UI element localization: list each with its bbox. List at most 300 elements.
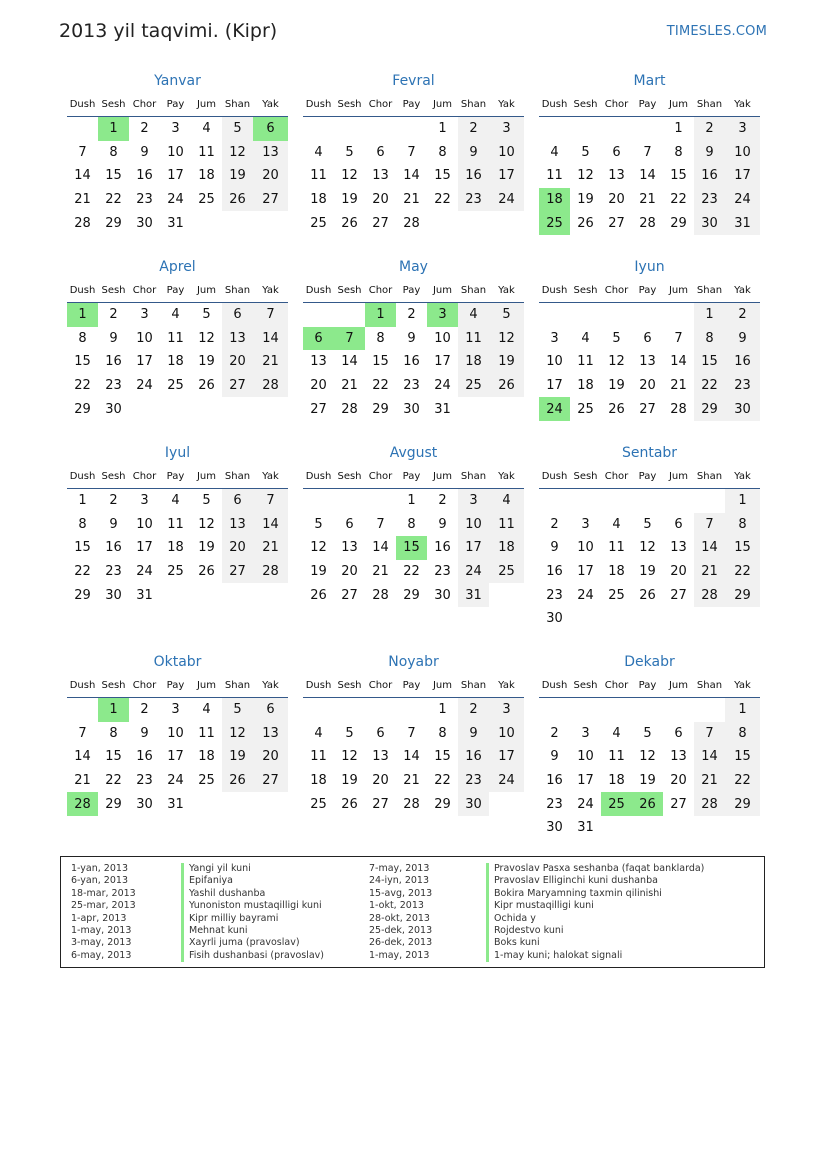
day-cell: 5: [202, 307, 211, 323]
empty-cell: [539, 303, 570, 327]
month-name: Mart: [633, 73, 666, 89]
holiday-day-cell: 24: [539, 397, 570, 421]
empty-cell: [663, 698, 694, 722]
day-cell: 22: [434, 773, 451, 789]
day-cell: 21: [74, 773, 91, 789]
day-cell: 12: [341, 749, 358, 765]
day-cell: 3: [581, 516, 590, 532]
day-cell: 2: [458, 117, 489, 141]
day-cell: 18: [167, 540, 184, 556]
day-cell: 27: [253, 188, 288, 212]
day-cell: 21: [253, 350, 288, 374]
day-cell: 10: [489, 722, 524, 746]
day-cell: 5: [489, 303, 524, 327]
day-cell: 26: [198, 564, 215, 580]
day-cell: 18: [577, 378, 594, 394]
empty-cell: [334, 117, 365, 141]
empty-cell: [303, 489, 334, 513]
day-cell: 16: [546, 773, 563, 789]
day-cell: 27: [372, 215, 389, 231]
day-cell: 24: [489, 188, 524, 212]
day-cell: 4: [171, 493, 180, 509]
empty-cell: [694, 698, 725, 722]
day-cell: 3: [550, 330, 559, 346]
day-cell: 14: [253, 513, 288, 537]
day-cell: 15: [434, 749, 451, 765]
day-cell: 6: [376, 725, 385, 741]
day-cell: 20: [222, 350, 253, 374]
day-cell: 23: [458, 769, 489, 793]
day-cell: 11: [608, 540, 625, 556]
day-cell: 1: [438, 702, 447, 718]
day-cell: 12: [222, 141, 253, 165]
day-cell: 30: [546, 820, 563, 836]
day-cell: 5: [314, 516, 323, 532]
day-cell: 13: [253, 141, 288, 165]
day-cell: 29: [372, 401, 389, 417]
day-cell: 17: [167, 749, 184, 765]
month-dekabr: [539, 651, 760, 840]
day-cell: 13: [222, 327, 253, 351]
day-cell: 18: [310, 773, 327, 789]
day-cell: 8: [376, 330, 385, 346]
weekday-label: Chor: [604, 470, 629, 482]
day-grid: [539, 303, 760, 421]
day-cell: 7: [643, 144, 652, 160]
day-cell: 20: [222, 536, 253, 560]
day-cell: 14: [403, 749, 420, 765]
day-cell: 15: [434, 168, 451, 184]
legend-holiday-name: Yashil dushanba: [181, 888, 265, 900]
legend-date: 1-yan, 2013: [71, 863, 128, 874]
day-cell: 14: [372, 540, 389, 556]
holiday-day-cell: 28: [67, 792, 98, 816]
day-cell: 5: [643, 725, 652, 741]
day-cell: 27: [608, 215, 625, 231]
day-cell: 4: [489, 489, 524, 513]
legend-holiday-name: Boks kuni: [486, 937, 540, 949]
day-cell: 5: [202, 493, 211, 509]
day-cell: 26: [341, 796, 358, 812]
month-name: Fevral: [392, 73, 435, 89]
empty-cell: [539, 117, 570, 141]
day-cell: 29: [694, 397, 725, 421]
weekday-header: [539, 92, 760, 117]
month-noyabr: [303, 651, 524, 816]
empty-cell: [632, 698, 663, 722]
day-cell: 7: [694, 722, 725, 746]
day-cell: 31: [458, 583, 489, 607]
day-cell: 19: [639, 773, 656, 789]
day-cell: 11: [608, 749, 625, 765]
day-cell: 24: [167, 192, 184, 208]
day-cell: 1: [78, 493, 87, 509]
weekday-label: Sesh: [573, 98, 598, 110]
month-name: Iyun: [634, 259, 665, 275]
day-cell: 26: [222, 769, 253, 793]
day-cell: 9: [109, 516, 118, 532]
day-cell: 23: [105, 564, 122, 580]
day-cell: 19: [639, 564, 656, 580]
day-cell: 26: [222, 188, 253, 212]
day-cell: 2: [725, 303, 760, 327]
day-cell: 7: [78, 144, 87, 160]
day-cell: 25: [167, 564, 184, 580]
weekday-label: Jum: [196, 679, 217, 691]
day-cell: 9: [109, 330, 118, 346]
day-cell: 18: [310, 192, 327, 208]
empty-cell: [663, 489, 694, 513]
day-cell: 13: [372, 168, 389, 184]
day-cell: 8: [674, 144, 683, 160]
weekday-label: Shan: [696, 284, 723, 296]
weekday-label: Jum: [668, 284, 689, 296]
day-cell: 27: [253, 769, 288, 793]
day-cell: 22: [74, 378, 91, 394]
holiday-day-cell: 1: [365, 303, 396, 327]
weekday-label: Jum: [668, 679, 689, 691]
day-cell: 4: [202, 121, 211, 137]
day-cell: 22: [694, 374, 725, 398]
month-mart: [539, 70, 760, 235]
day-cell: 21: [341, 378, 358, 394]
day-cell: 10: [577, 749, 594, 765]
day-cell: 14: [341, 354, 358, 370]
weekday-label: Dush: [69, 98, 96, 110]
empty-cell: [334, 489, 365, 513]
day-cell: 17: [167, 168, 184, 184]
day-cell: 29: [105, 215, 122, 231]
weekday-label: Sesh: [337, 284, 362, 296]
day-cell: 16: [136, 168, 153, 184]
weekday-label: Shan: [696, 679, 723, 691]
day-grid: [67, 303, 288, 421]
day-cell: 16: [105, 354, 122, 370]
day-cell: 30: [725, 397, 760, 421]
legend-date: 25-mar, 2013: [71, 900, 136, 912]
day-cell: 16: [694, 164, 725, 188]
weekday-label: Sesh: [101, 470, 126, 482]
weekday-label: Pay: [638, 98, 657, 110]
day-cell: 12: [341, 168, 358, 184]
day-cell: 2: [109, 307, 118, 323]
day-cell: 25: [310, 215, 327, 231]
day-cell: 25: [310, 796, 327, 812]
day-cell: 23: [725, 374, 760, 398]
legend-holiday-name: Ochida y: [486, 913, 536, 925]
day-cell: 8: [694, 327, 725, 351]
month-aprel: [67, 256, 288, 421]
day-cell: 28: [694, 792, 725, 816]
day-cell: 1: [725, 698, 760, 722]
weekday-label: Shan: [696, 470, 723, 482]
day-cell: 11: [458, 327, 489, 351]
day-cell: 9: [438, 516, 447, 532]
weekday-label: Sesh: [573, 284, 598, 296]
day-cell: 11: [167, 330, 184, 346]
day-cell: 9: [140, 144, 149, 160]
day-cell: 4: [612, 516, 621, 532]
day-cell: 22: [403, 564, 420, 580]
day-cell: 6: [643, 330, 652, 346]
weekday-label: Sesh: [337, 470, 362, 482]
month-name: Oktabr: [153, 654, 202, 670]
day-cell: 25: [198, 773, 215, 789]
day-cell: 1: [438, 121, 447, 137]
legend-holiday-name: Rojdestvo kuni: [486, 925, 564, 937]
legend-date: 26-dek, 2013: [369, 937, 433, 949]
day-cell: 25: [167, 378, 184, 394]
day-cell: 16: [434, 540, 451, 556]
holiday-day-cell: 1: [98, 698, 129, 722]
day-cell: 30: [434, 587, 451, 603]
day-cell: 29: [74, 401, 91, 417]
day-cell: 5: [345, 144, 354, 160]
empty-cell: [539, 698, 570, 722]
day-cell: 6: [376, 144, 385, 160]
legend-holiday-name: 1-may kuni; halokat signali: [486, 950, 622, 962]
day-cell: 21: [403, 773, 420, 789]
empty-cell: [601, 303, 632, 327]
day-cell: 28: [639, 215, 656, 231]
day-cell: 21: [694, 560, 725, 584]
day-cell: 11: [577, 354, 594, 370]
holiday-day-cell: 7: [334, 327, 365, 351]
day-cell: 30: [105, 587, 122, 603]
weekday-label: Chor: [132, 284, 157, 296]
day-cell: 5: [643, 516, 652, 532]
day-cell: 30: [136, 215, 153, 231]
day-cell: 31: [167, 796, 184, 812]
day-cell: 28: [253, 374, 288, 398]
day-cell: 2: [109, 493, 118, 509]
day-cell: 8: [109, 725, 118, 741]
day-cell: 18: [608, 564, 625, 580]
day-cell: 8: [438, 144, 447, 160]
day-cell: 11: [489, 513, 524, 537]
holiday-legend: [60, 856, 765, 968]
day-cell: 6: [674, 725, 683, 741]
day-cell: 10: [434, 330, 451, 346]
weekday-header: [539, 464, 760, 489]
weekday-label: Sesh: [573, 679, 598, 691]
day-cell: 26: [489, 374, 524, 398]
day-cell: 4: [458, 303, 489, 327]
weekday-label: Shan: [460, 284, 487, 296]
legend-holiday-name: Epifaniya: [181, 875, 233, 887]
weekday-label: Yak: [498, 98, 515, 110]
weekday-label: Dush: [305, 98, 332, 110]
legend-holiday-name: Yangi yil kuni: [181, 863, 251, 875]
legend-date: 7-may, 2013: [369, 863, 430, 874]
empty-cell: [663, 303, 694, 327]
day-cell: 26: [341, 215, 358, 231]
day-cell: 31: [136, 587, 153, 603]
holiday-day-cell: 25: [601, 792, 632, 816]
day-cell: 14: [670, 354, 687, 370]
month-name: Yanvar: [154, 73, 201, 89]
legend-date: 18-mar, 2013: [71, 887, 136, 899]
day-cell: 7: [694, 513, 725, 537]
weekday-header: [67, 673, 288, 698]
day-cell: 16: [725, 350, 760, 374]
weekday-label: Yak: [734, 284, 751, 296]
day-cell: 28: [670, 401, 687, 417]
day-grid: [303, 117, 524, 235]
day-cell: 6: [612, 144, 621, 160]
month-fevral: [303, 70, 524, 235]
month-name: Iyul: [164, 445, 191, 461]
day-cell: 11: [198, 144, 215, 160]
weekday-label: Dush: [69, 679, 96, 691]
day-cell: 11: [546, 168, 563, 184]
day-cell: 19: [198, 540, 215, 556]
empty-cell: [570, 698, 601, 722]
weekday-label: Sesh: [101, 98, 126, 110]
day-cell: 19: [608, 378, 625, 394]
weekday-label: Dush: [305, 679, 332, 691]
weekday-label: Yak: [734, 98, 751, 110]
day-cell: 26: [198, 378, 215, 394]
day-cell: 22: [725, 560, 760, 584]
day-cell: 8: [725, 513, 760, 537]
month-sentabr: [539, 442, 760, 631]
empty-cell: [365, 489, 396, 513]
holiday-day-cell: 6: [303, 327, 334, 351]
day-cell: 13: [222, 513, 253, 537]
day-cell: 17: [136, 354, 153, 370]
holiday-day-cell: 26: [632, 792, 663, 816]
day-cell: 21: [639, 192, 656, 208]
day-cell: 27: [222, 374, 253, 398]
weekday-label: Pay: [402, 679, 421, 691]
weekday-label: Chor: [132, 470, 157, 482]
day-cell: 16: [546, 564, 563, 580]
day-cell: 25: [608, 587, 625, 603]
day-cell: 15: [372, 354, 389, 370]
day-cell: 12: [489, 327, 524, 351]
day-cell: 13: [341, 540, 358, 556]
day-cell: 25: [458, 374, 489, 398]
day-cell: 21: [253, 536, 288, 560]
day-cell: 13: [372, 749, 389, 765]
day-grid: [303, 698, 524, 816]
day-cell: 4: [171, 307, 180, 323]
empty-cell: [303, 117, 334, 141]
weekday-label: Dush: [305, 284, 332, 296]
brand-link[interactable]: TIMESLES.COM: [666, 24, 767, 39]
legend-date: 1-okt, 2013: [369, 900, 424, 912]
day-cell: 18: [458, 350, 489, 374]
weekday-label: Chor: [368, 679, 393, 691]
day-cell: 2: [140, 702, 149, 718]
legend-holiday-name: Fisih dushanbasi (pravoslav): [181, 950, 324, 962]
page-title: 2013 yil taqvimi. (Kipr): [59, 20, 278, 42]
day-grid: [67, 698, 288, 816]
legend-date: 25-dek, 2013: [369, 925, 433, 936]
weekday-label: Dush: [69, 284, 96, 296]
weekday-label: Yak: [498, 284, 515, 296]
day-cell: 11: [310, 749, 327, 765]
day-cell: 31: [167, 215, 184, 231]
day-cell: 8: [109, 144, 118, 160]
weekday-label: Yak: [734, 470, 751, 482]
empty-cell: [396, 117, 427, 141]
day-cell: 17: [458, 536, 489, 560]
day-cell: 17: [577, 564, 594, 580]
day-cell: 1: [407, 493, 416, 509]
weekday-header: [303, 673, 524, 698]
day-cell: 6: [222, 489, 253, 513]
day-cell: 6: [674, 516, 683, 532]
day-cell: 31: [577, 820, 594, 836]
weekday-header: [67, 92, 288, 117]
day-cell: 18: [489, 536, 524, 560]
day-cell: 16: [458, 164, 489, 188]
day-cell: 26: [608, 401, 625, 417]
legend-date: 1-apr, 2013: [71, 912, 127, 924]
day-cell: 16: [136, 749, 153, 765]
empty-cell: [632, 303, 663, 327]
day-cell: 18: [608, 773, 625, 789]
day-cell: 30: [694, 211, 725, 235]
empty-cell: [601, 117, 632, 141]
weekday-label: Dush: [541, 284, 568, 296]
day-cell: 2: [550, 725, 559, 741]
day-cell: 12: [608, 354, 625, 370]
day-cell: 27: [372, 796, 389, 812]
month-name: Noyabr: [388, 654, 439, 670]
day-cell: 17: [725, 164, 760, 188]
day-cell: 9: [694, 141, 725, 165]
weekday-label: Pay: [166, 284, 185, 296]
day-cell: 9: [550, 749, 559, 765]
day-cell: 15: [725, 745, 760, 769]
day-cell: 14: [639, 168, 656, 184]
day-cell: 8: [78, 516, 87, 532]
day-cell: 23: [136, 773, 153, 789]
legend-date: 3-may, 2013: [71, 937, 132, 949]
day-cell: 9: [458, 722, 489, 746]
day-cell: 22: [725, 769, 760, 793]
day-cell: 30: [136, 796, 153, 812]
day-cell: 19: [489, 350, 524, 374]
day-cell: 29: [670, 215, 687, 231]
day-cell: 4: [314, 725, 323, 741]
day-cell: 26: [310, 587, 327, 603]
day-cell: 21: [403, 192, 420, 208]
empty-cell: [570, 303, 601, 327]
day-cell: 15: [725, 536, 760, 560]
empty-cell: [334, 698, 365, 722]
day-cell: 1: [694, 303, 725, 327]
weekday-label: Pay: [402, 284, 421, 296]
day-cell: 1: [674, 121, 683, 137]
day-cell: 21: [694, 769, 725, 793]
day-cell: 3: [140, 307, 149, 323]
weekday-label: Yak: [262, 470, 279, 482]
day-cell: 20: [608, 192, 625, 208]
day-cell: 10: [577, 540, 594, 556]
day-cell: 19: [222, 745, 253, 769]
day-cell: 2: [458, 698, 489, 722]
weekday-label: Sesh: [337, 98, 362, 110]
day-cell: 29: [434, 796, 451, 812]
day-cell: 23: [403, 378, 420, 394]
day-cell: 28: [372, 587, 389, 603]
day-cell: 17: [489, 745, 524, 769]
day-cell: 12: [198, 330, 215, 346]
